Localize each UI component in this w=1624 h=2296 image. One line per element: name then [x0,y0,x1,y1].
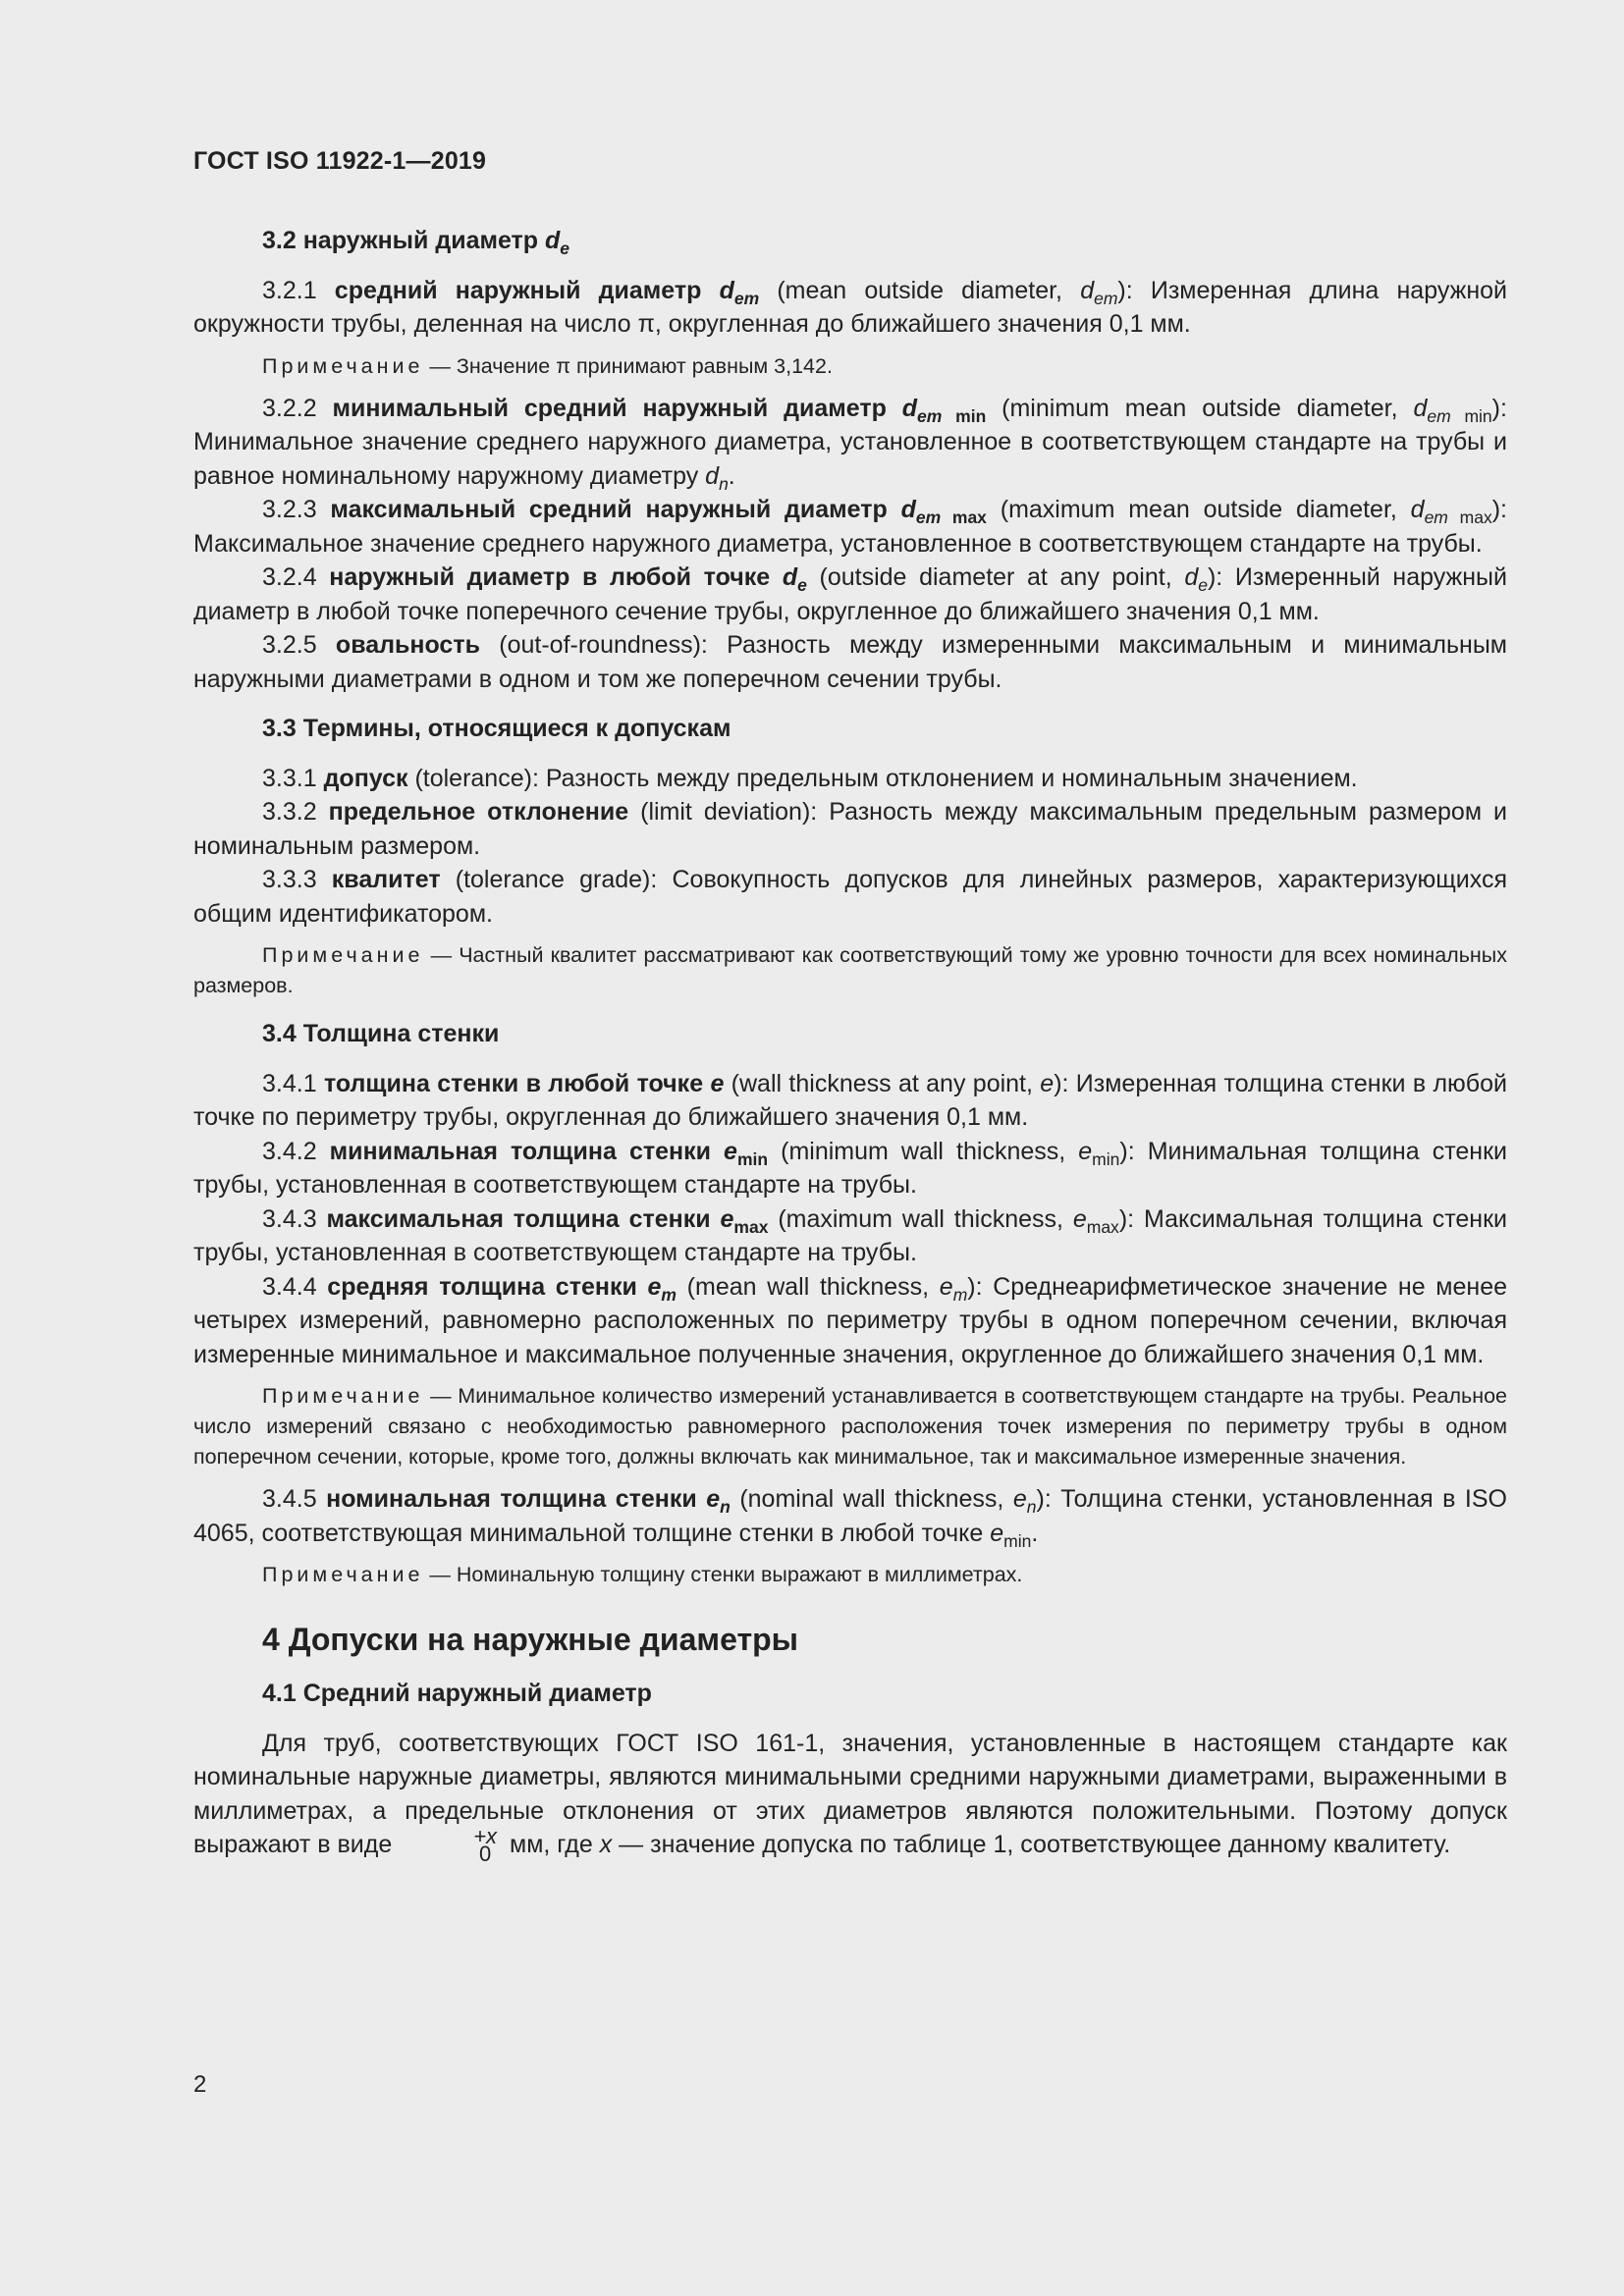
clause-3-2-4: 3.2.4 наружный диаметр в любой точке $d_e$ (outside diameter at any point, $d_e$): Измеренный наружный диаметр в любой точке поперечного сечение трубы, округленное до ближайшего значения 0,1 мм. [193,563,1507,625]
section-3-2-heading: 3.2 наружный диаметр $d_e$ [262,227,570,259]
clause-3-4-2: 3.4.2 минимальная толщина стенки $e_{min}$ (minimum wall thickness, $e_{min}$): Минимальная толщина стенки трубы, установленная в соответствующем стандарте на трубы. [193,1137,1507,1199]
clause-3-4-5: 3.4.5 номинальная толщина стенки $e_n$ (nominal wall thickness, $e_n$): Толщина стенки, установленная в ISO 4065, соответствующая минимальной толщине стенки в любой точке $e_{min}$. [193,1485,1507,1551]
clause-3-4-1: 3.4.1 толщина стенки в любой точке e (wall thickness at any point, e): Измеренная толщина стенки в любой точке по периметру трубы, округленная до ближайшего значения 0,1 мм. [193,1069,1507,1131]
paragraph-4-1: Для труб, соответствующих ГОСТ ISO 161-1, значения, установленные в настоящем стандарте как номинальные наружные диаметры, являются минимальными средними наружными диаметрами, выраженными в миллиметрах, а предельные отклонения от этих диаметров являются положительными. Поэтому допуск выражают в виде +x 0 мм, где x — значение допуска по таблице 1, соответствующее данному квалитету. [193,1729,1507,1867]
section-3-4-heading: 3.4 Толщина стенки [262,1020,500,1047]
clause-3-2-5: 3.2.5 овальность (out-of-roundness): Разность между измеренными максимальным и минимальным наружными диаметрами в одном и том же поперечном сечении трубы. [193,631,1507,693]
clause-3-4-4: 3.4.4 средняя толщина стенки $e_m$ (mean wall thickness, $e_m$): Среднеарифметическое значение не менее четырех измерений, равномерно расположенных по периметру трубы в одном поперечном сечении, включая измеренные минимальное и максимальное полученные значения, округленное до ближайшего значения 0,1 мм. [193,1272,1507,1368]
document-body [193,224,1507,1867]
section-4-heading: 4 Допуски на наружные диаметры [262,1622,798,1657]
note-4: Примечание — Номинальную толщину стенки выражают в миллиметрах. [262,1563,1023,1586]
clause-3-3-2: 3.3.2 предельное отклонение (limit deviation): Разность между максимальным предельным размером и номинальным размером. [193,798,1507,860]
clause-3-2-3: 3.2.3 максимальный средний наружный диаметр $d_{em max}$ (maximum mean outside diameter, $d_{em max}$): Максимальное значение среднего наружного диаметра, установленное в соответствующем стандарте на трубы. [193,496,1507,558]
clause-3-2-1: 3.2.1 средний наружный диаметр $d_{em}$ (mean outside diameter, $d_{em}$): Измеренная длина наружной окружности трубы, деленная на число π, округленная до ближайшего значения 0,1 мм. [193,276,1507,338]
note-2: Примечание — Частный квалитет рассматривают как соответствующий тому же уровню точности для всех номинальных размеров. [193,943,1507,997]
tolerance-fraction: +x 0 [473,1824,498,1867]
clause-3-4-3: 3.4.3 максимальная толщина стенки $e_{max}$ (maximum wall thickness, $e_{max}$): Максимальная толщина стенки трубы, установленная в соответствующем стандарте на трубы. [193,1204,1507,1266]
clause-3-2-2: 3.2.2 минимальный средний наружный диаметр $d_{em min}$ (minimum mean outside diameter, $d_{em min}$): Минимальное значение среднего наружного диаметра, установленное в соответствующем стандарте на трубы и равное номинальному наружному диаметру $d_n$. [193,394,1507,494]
note-3: Примечание — Минимальное количество измерений устанавливается в соответствующем стандарте на трубы. Реальное число измерений связано с необходимостью равномерного расположения точек измерения по периметру трубы в одном поперечном сечении, которые, кроме того, должны включать как минимальное, так и максимальное измеренные значения. [193,1384,1507,1468]
section-4-1-heading: 4.1 Средний наружный диаметр [262,1680,652,1707]
clause-3-3-3: 3.3.3 квалитет (tolerance grade): Совокупность допусков для линейных размеров, характеризующихся общим идентификатором. [193,866,1507,928]
page-number: 2 [193,2071,207,2098]
section-3-3-heading: 3.3 Термины, относящиеся к допускам [262,715,731,742]
document-header: ГОСТ ISO 11922-1—2019 [193,147,487,175]
clause-3-3-1: 3.3.1 допуск (tolerance): Разность между предельным отклонением и номинальным значением. [262,764,1358,792]
note-1: Примечание — Значение π принимают равным 3,142. [262,353,833,378]
